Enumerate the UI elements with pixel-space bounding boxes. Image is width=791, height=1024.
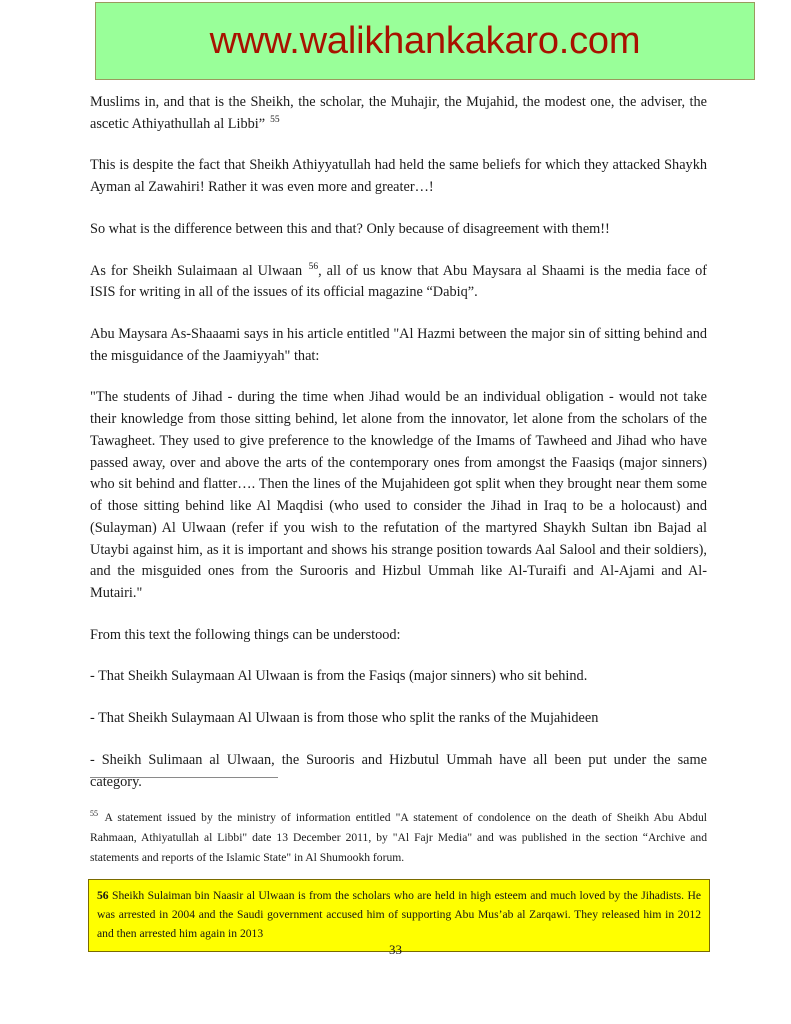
footnote-55-marker: 55: [90, 809, 98, 819]
paragraph-7: [90, 625, 707, 647]
footnote-ref-55[interactable]: 55: [270, 114, 280, 125]
paragraph-4-text-start: As for Sheikh Sulaimaan al Ulwaan: [90, 262, 308, 279]
paragraph-7-text: From this text the following things can be understood:: [90, 626, 401, 643]
page-number: 33: [389, 942, 402, 957]
paragraph-1: [90, 92, 707, 135]
list-item-1: [90, 666, 707, 688]
site-url-text: www.walikhankakaro.com: [209, 20, 641, 62]
footnote-56-text: Sheikh Sulaiman bin Naasir al Ulwaan is from the scholars who are held in high esteem and much loved by the Jihadists. He was arrested in 2004 and the Saudi government accused him of supporting Abu Mus’ab al Zarqawi. They released him in 2012 and then arrested him again in 2013: [97, 889, 701, 941]
footnote-55: [90, 808, 707, 868]
footnote-separator: [90, 777, 278, 778]
paragraph-2: [90, 155, 707, 198]
list-item-2-text: - That Sheikh Sulaymaan Al Ulwaan is from those who split the ranks of the Mujahideen: [90, 710, 599, 727]
site-banner: [95, 2, 755, 80]
paragraph-4: [90, 261, 707, 304]
list-item-2: [90, 708, 707, 730]
paragraph-4-text-end: , all of us know that Abu Maysara al Shaami is the media face of ISIS for writing in all of the issues of its official magazine “Dabiq”.: [90, 262, 707, 301]
list-item-3-text: - Sheikh Sulimaan al Ulwaan, the Surooris and Hizbutul Ummah have all been put under the same category.: [90, 751, 707, 790]
footnote-ref-56[interactable]: 56: [308, 261, 319, 272]
footnote-56: [97, 886, 701, 944]
quoted-block: [90, 387, 707, 604]
list-item-1-text: - That Sheikh Sulaymaan Al Ulwaan is from the Fasiqs (major sinners) who sit behind.: [90, 668, 588, 685]
list-item-3: [90, 750, 707, 793]
paragraph-5-text: Abu Maysara As-Shaaami says in his article entitled "Al Hazmi between the major sin of sitting behind and the misguidance of the Jaamiyyah" that:: [90, 326, 707, 364]
paragraph-3: [90, 219, 707, 241]
paragraph-5: [90, 324, 707, 367]
footnote-56-highlight-box: [88, 879, 710, 952]
quoted-block-text: "The students of Jihad - during the time when Jihad would be an individual obligation - would not take their knowledge from those sitting behind, let alone from the innovator, let alone from the scholars of the Tawagheet. They used to give preference to the knowledge of the Imams of Tawheed and Jihad who have passed away, over and above the arts of the contemporary ones from amongst the Faasiqs (major sinners) who sit behind and flatter…. Then the lines of the Mujahideen got split when they brought near them some of those sitting behind like Al Maqdisi (who used to consider the Jihad in Iraq to be a holocaust) and (Sulayman) Al Ulwaan (refer if you wish to the refutation of the martyred Shaykh Sultan ibn Bajad al Utaybi against him, as it is important and shows his strange position towards Aal Salool and their soldiers), and the misguided ones from the Surooris and Hizbul Ummah like Al-Turaifi and Al-Ajami and Al-Mutairi.": [90, 389, 707, 601]
footnote-area: [90, 808, 707, 868]
paragraph-2-text: This is despite the fact that Sheikh Athiyyatullah had held the same beliefs for which they attacked Shaykh Ayman al Zawahiri! Rather it was even more and greater…!: [90, 157, 707, 196]
footnote-56-number: 56: [97, 889, 109, 902]
document-body: [90, 92, 707, 793]
paragraph-3-text: So what is the difference between this and that? Only because of disagreement with them!!: [90, 220, 610, 237]
footnote-55-text: A statement issued by the ministry of information entitled "A statement of condolence on the death of Sheikh Abu Abdul Rahmaan, Athiyatullah al Libbi" date 13 December 2011, by "Al Fajr Media" and was published in the section “Archive and statements and reports of the Islamic State" in Al Shumookh forum.: [90, 811, 707, 864]
paragraph-1-text: Muslims in, and that is the Sheikh, the scholar, the Muhajir, the Mujahid, the modest one, the adviser, the ascetic Athiyathullah al Libbi”: [90, 94, 707, 132]
